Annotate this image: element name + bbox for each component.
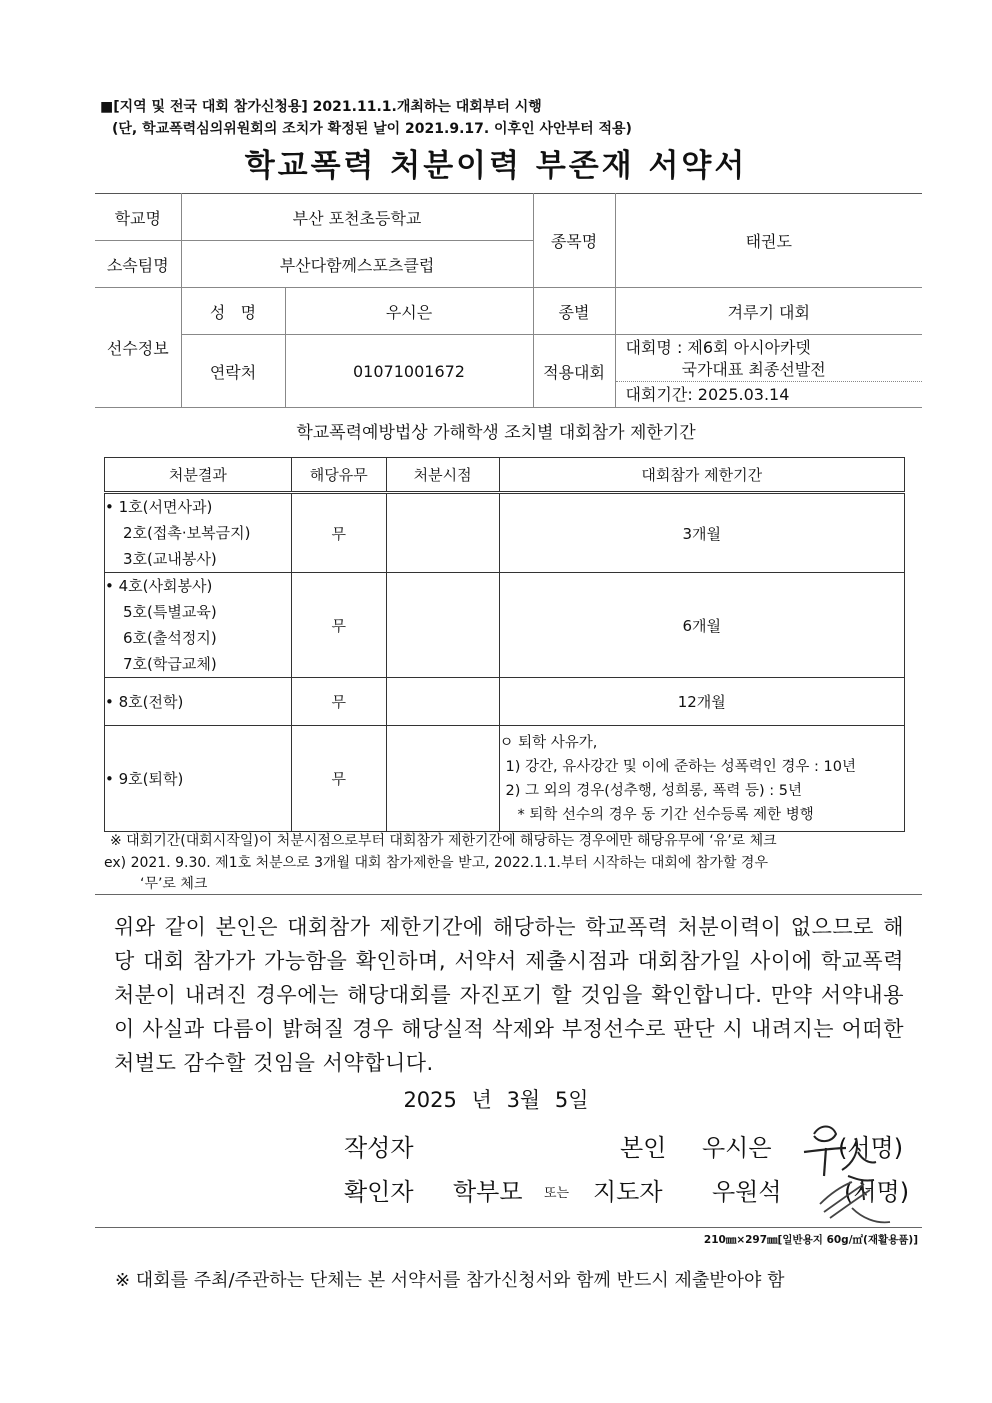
coach-name: 우원석 [712,1178,782,1206]
date-year: 2025 [403,1088,457,1112]
col-header-result: 처분결과 [105,458,292,493]
pledge-date [0,1084,992,1114]
school-value: 부산 포천초등학교 [181,194,533,241]
date-year-unit: 년 [471,1088,492,1112]
row3-applicable: 무 [291,678,386,726]
col-header-limit: 대회참가 제한기간 [499,458,904,493]
divider [95,894,922,895]
competition-name-line2: 국가대표 최종선발전 [681,360,826,379]
list-item: 5호(특별교육) [123,603,217,621]
row2-limit: 6개월 [499,573,904,678]
row4-time [386,726,499,832]
or-label: 또는 [544,1186,570,1201]
list-item: • 8호(전학) [105,692,184,711]
row2-time [386,573,499,678]
sport-value: 태권도 [615,194,922,288]
row4-items [105,726,292,832]
row2-items [105,573,292,678]
name-label: 성 명 [181,288,285,335]
col-header-time: 처분시점 [386,458,499,493]
row2-applicable: 무 [291,573,386,678]
restriction-table [104,457,905,832]
list-item: 7호(학급교체) [123,655,217,673]
coach-label: 지도자 [593,1178,663,1206]
list-item: • 1호(서면사과) [105,498,213,516]
footer-note: ※ 대회를 주최/주관하는 단체는 본 서약서를 참가신청서와 함께 반드시 제출받아야 함 [115,1270,785,1291]
parent-label: 학부모 [453,1178,523,1206]
date-month: 3월 [506,1088,541,1112]
competition-cell [615,335,922,408]
header-line-2: (단, 학교폭력심의위원회의 조치가 확정된 날이 2021.9.17. 이후인 사안부터 적용) [112,121,632,137]
header-line-1: ■[지역 및 전국 대회 참가신청용] 2021.11.1.개최하는 대회부터 시행 [100,99,542,115]
player-info-label: 선수정보 [95,288,181,408]
paper-spec: 210㎜×297㎜[일반용지 60g/㎡(재활용품)] [703,1234,918,1246]
competition-label: 적용대회 [533,335,615,408]
limit-line: ㅇ 퇴학 사유가, [499,734,598,751]
note-3: ‘무’로 체크 [140,876,208,892]
row3-time [386,678,499,726]
confirm-label: 확인자 [344,1178,414,1206]
list-item: 2호(접촉·보복금지) [123,524,251,542]
name-value: 우시은 [285,288,533,335]
restriction-subtitle: 학교폭력예방법상 가해학생 조치별 대회참가 제한기간 [296,423,696,443]
limit-line: * 퇴학 선수의 경우 동 기간 선수등록 제한 병행 [517,806,814,823]
sign-mark-2: (서명) [844,1178,910,1206]
team-value: 부산다함께스포츠클럽 [181,241,533,288]
row3-limit: 12개월 [499,678,904,726]
handwritten-signature-2 [812,1168,902,1230]
note-2: ex) 2021. 9.30. 제1호 처분으로 3개월 대회 참가제한을 받고, 2022.1.1.부터 시작하는 대회에 참가할 경우 [104,855,768,871]
row4-limit [499,726,904,832]
row1-items [105,493,292,573]
contact-value: 01071001672 [285,335,533,408]
row3-items [105,678,292,726]
event-value: 겨루기 대회 [615,288,922,335]
bottom-divider [95,1227,922,1228]
table-row [105,493,905,573]
list-item: 6호(출석정지) [123,629,217,647]
self-label: 본인 [620,1134,667,1162]
self-name: 우시은 [702,1134,772,1162]
list-item: • 4호(사회봉사) [105,577,213,595]
col-header-applicable: 해당유무 [291,458,386,493]
date-day: 5일 [554,1088,589,1112]
team-label: 소속팀명 [95,241,181,288]
school-label: 학교명 [95,194,181,241]
row1-limit: 3개월 [499,493,904,573]
info-table [95,193,922,408]
row4-applicable: 무 [291,726,386,832]
list-item: 3호(교내봉사) [123,550,217,568]
table-row [105,573,905,678]
limit-line: 2) 그 외의 경우(성추행, 성희롱, 폭력 등) : 5년 [505,782,803,799]
limit-line: 1) 강간, 유사강간 및 이에 준하는 성폭력인 경우 : 10년 [505,758,856,775]
competition-name-line1: 대회명 : 제6회 아시아카뎃 [625,338,811,357]
author-label: 작성자 [344,1134,414,1162]
note-1: ※ 대회기간(대회시작일)이 처분시점으로부터 대회참가 제한기간에 해당하는 경우에만 해당유무에 ‘유’로 체크 [110,833,777,849]
contact-label: 연락처 [181,335,285,408]
sign-mark-1: (서명) [838,1134,904,1162]
table-row [105,678,905,726]
document-title: 학교폭력 처분이력 부존재 서약서 [244,148,748,184]
row1-applicable: 무 [291,493,386,573]
competition-period: 대회기간: 2025.03.14 [616,381,923,407]
row1-time [386,493,499,573]
table-row [105,726,905,832]
event-label: 종별 [533,288,615,335]
sport-label: 종목명 [533,194,615,288]
pledge-paragraph: 위와 같이 본인은 대회참가 제한기간에 해당하는 학교폭력 처분이력이 없으므로 해당 대회 참가가 가능함을 확인하며, 서약서 제출시점과 대회참가일 사이에 학교폭력 처분이 내려진 경우에는 해당대회를 자진포기 할 것임을 확인합니다. 만약 서약내용이 사실과 다름이 밝혀질 경우 해당실적 삭제와 부정선수로 판단 시 내려지는 어떠한 처벌도 감수할 것임을 서약합니다. [114,915,904,1075]
list-item: • 9호(퇴학) [105,769,184,788]
